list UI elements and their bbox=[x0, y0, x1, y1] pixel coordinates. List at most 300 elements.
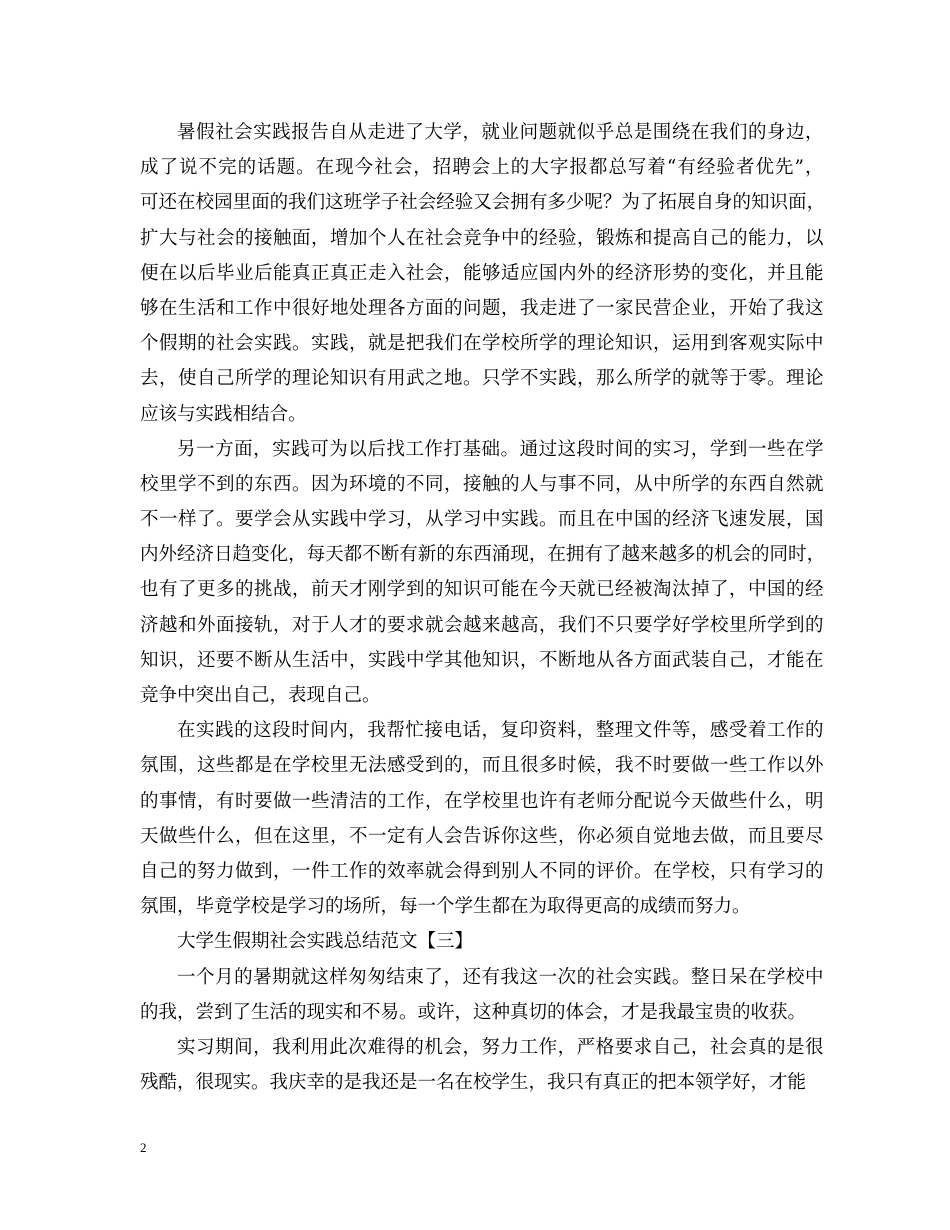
line-char: 后 bbox=[367, 438, 386, 460]
line-char: 识 bbox=[634, 333, 653, 355]
line-char: “ bbox=[666, 157, 677, 179]
line-char: 识 bbox=[159, 649, 178, 671]
line-char: 实 bbox=[311, 333, 330, 355]
line-char: 为 bbox=[330, 473, 349, 495]
line-char: 一 bbox=[596, 297, 615, 319]
line-char: 有 bbox=[368, 368, 387, 390]
line-char: ， bbox=[557, 1036, 577, 1058]
line-char: 假 bbox=[196, 122, 215, 143]
line-char: 面 bbox=[234, 438, 253, 460]
line-char: 对 bbox=[292, 614, 311, 636]
line-char: 所 bbox=[748, 614, 767, 636]
line-char: 越 bbox=[501, 614, 520, 636]
line-char: 践 bbox=[330, 333, 349, 355]
line-char: ， bbox=[462, 1036, 481, 1058]
line-char: 作 bbox=[349, 860, 368, 882]
line-char: 感 bbox=[709, 720, 729, 742]
line-char: 都 bbox=[588, 157, 608, 179]
line-char: 能 bbox=[463, 262, 482, 284]
line-char: 里 bbox=[232, 192, 252, 214]
line-char: 营 bbox=[653, 297, 672, 319]
line-char: 社 bbox=[406, 262, 425, 284]
line-char: 来 bbox=[639, 544, 659, 566]
line-char: 走 bbox=[367, 122, 386, 143]
line-char: 境 bbox=[368, 473, 387, 495]
line-char: 么 bbox=[615, 368, 634, 390]
line-char: ， bbox=[444, 262, 463, 284]
line-char: 料 bbox=[557, 720, 577, 742]
line-char: 在 bbox=[786, 438, 805, 460]
line-char: 总 bbox=[608, 157, 627, 179]
line-char: ， bbox=[786, 227, 805, 249]
line-char: 还 bbox=[462, 966, 481, 988]
line-char: 的 bbox=[751, 544, 770, 566]
line-char: ， bbox=[311, 227, 330, 249]
line-char: 有 bbox=[584, 544, 603, 566]
line-char: ， bbox=[197, 790, 216, 812]
line-char: 事 bbox=[159, 790, 178, 812]
line-char: ” bbox=[794, 157, 804, 179]
text-line bbox=[140, 291, 824, 326]
line-char: 的 bbox=[710, 473, 729, 495]
line-char: 各 bbox=[387, 297, 406, 319]
line-char: 地 bbox=[330, 297, 349, 319]
line-char: 题 bbox=[482, 297, 501, 319]
line-char: 有 bbox=[216, 790, 235, 812]
line-char: 都 bbox=[235, 755, 254, 777]
line-char: 的 bbox=[234, 720, 253, 742]
line-char: 践 bbox=[652, 966, 672, 988]
line-char: 印 bbox=[519, 720, 539, 742]
line-char: 一 bbox=[292, 790, 311, 812]
line-char: 要 bbox=[614, 1036, 634, 1058]
line-char: 受 bbox=[406, 755, 425, 777]
line-char: 和 bbox=[178, 614, 197, 636]
line-char: 学 bbox=[539, 333, 558, 355]
line-char: ， bbox=[349, 649, 368, 671]
line-char: 地 bbox=[577, 649, 596, 671]
line-char: 装 bbox=[691, 649, 710, 671]
line-char: 同 bbox=[425, 473, 444, 495]
line-char: 不 bbox=[539, 649, 558, 671]
line-char: 围 bbox=[652, 122, 672, 143]
line-char: 的 bbox=[653, 509, 672, 531]
line-char: 学 bbox=[292, 755, 311, 777]
line-char: 校 bbox=[311, 755, 330, 777]
line-char: 严 bbox=[576, 1036, 596, 1058]
line-char: 难 bbox=[367, 1036, 386, 1058]
line-char: 会 bbox=[614, 966, 634, 988]
line-char: ， bbox=[729, 579, 748, 601]
line-char: 你 bbox=[577, 825, 596, 847]
line-char: ， bbox=[539, 614, 558, 636]
line-char: 受 bbox=[728, 720, 748, 742]
line-char: ， bbox=[178, 755, 197, 777]
line-char: 东 bbox=[729, 473, 748, 495]
line-char: 样 bbox=[329, 966, 348, 988]
line-char: 断 bbox=[558, 649, 577, 671]
line-char: 些 bbox=[216, 755, 235, 777]
line-char: 话 bbox=[462, 720, 481, 742]
line-char: 学 bbox=[709, 438, 729, 460]
line-char: 招 bbox=[432, 157, 452, 179]
line-char: 但 bbox=[254, 825, 273, 847]
line-char: 理 bbox=[292, 368, 311, 390]
line-char: 外 bbox=[158, 544, 178, 566]
line-char: 汰 bbox=[672, 579, 691, 601]
line-char: 的 bbox=[368, 860, 387, 882]
line-char: 期 bbox=[178, 333, 197, 355]
line-char: 。 bbox=[767, 368, 786, 390]
line-char: 的 bbox=[747, 122, 767, 143]
line-char: 社 bbox=[216, 333, 235, 355]
line-char: ， bbox=[443, 966, 462, 988]
line-char: 正 bbox=[349, 262, 368, 284]
line-char: 的 bbox=[273, 368, 292, 390]
line-char: 经 bbox=[177, 544, 196, 566]
line-char: 就 bbox=[577, 579, 596, 601]
line-char: 候 bbox=[577, 755, 596, 777]
line-char: 不 bbox=[539, 860, 558, 882]
line-char: 实 bbox=[652, 438, 672, 460]
text-line bbox=[140, 221, 824, 256]
line-char: 的 bbox=[235, 227, 254, 249]
line-char: 。 bbox=[296, 157, 315, 179]
line-char: 验 bbox=[716, 157, 735, 179]
page-number: 2 bbox=[140, 1140, 147, 1155]
line-char: 时 bbox=[558, 755, 577, 777]
line-char: 所 bbox=[520, 333, 539, 355]
line-char: 才 bbox=[349, 614, 368, 636]
line-char: 此 bbox=[329, 1036, 348, 1058]
line-text: 残酷，很现实。我庆幸的是我还是一名在校学生，我只有真正的把本领学好，才能 bbox=[140, 1072, 807, 1094]
line-char: 以 bbox=[178, 262, 197, 284]
line-char: 验 bbox=[558, 227, 577, 249]
line-char: 外 bbox=[805, 755, 824, 777]
line-char: 的 bbox=[368, 614, 387, 636]
line-char: 分 bbox=[615, 790, 634, 812]
line-char: 与 bbox=[178, 227, 197, 249]
line-char: 在 bbox=[596, 509, 615, 531]
line-char: 的 bbox=[633, 438, 653, 460]
line-char: 速 bbox=[729, 509, 748, 531]
line-char: 面 bbox=[292, 227, 311, 249]
line-char: 到 bbox=[425, 755, 444, 777]
line-char: 自 bbox=[695, 192, 714, 214]
line-char: 也 bbox=[520, 790, 539, 812]
text-line bbox=[140, 784, 824, 819]
line-char: 所 bbox=[634, 368, 653, 390]
line-char: ， bbox=[690, 1036, 710, 1058]
line-char: 内 bbox=[140, 544, 159, 566]
line-char: 老 bbox=[577, 790, 596, 812]
line-char: 了 bbox=[405, 122, 424, 143]
line-char: 便 bbox=[140, 262, 159, 284]
line-char: 了 bbox=[577, 297, 596, 319]
line-char: 践 bbox=[558, 368, 577, 390]
line-char: 后 bbox=[254, 262, 273, 284]
line-char: 越 bbox=[159, 614, 178, 636]
line-char: 还 bbox=[158, 192, 178, 214]
line-char: 实 bbox=[177, 1036, 196, 1058]
line-char: ， bbox=[805, 122, 824, 143]
line-char: 济 bbox=[140, 614, 159, 636]
line-char: 说 bbox=[179, 157, 198, 179]
line-char: 就 bbox=[368, 333, 387, 355]
line-char: 告 bbox=[310, 122, 329, 143]
line-char: 社 bbox=[595, 966, 615, 988]
line-char: 外 bbox=[197, 614, 216, 636]
line-char: 作 bbox=[538, 1036, 558, 1058]
line-char: ， bbox=[349, 333, 368, 355]
line-char: 习 bbox=[387, 509, 406, 531]
line-char: ， bbox=[159, 368, 178, 390]
line-char: 人 bbox=[330, 614, 349, 636]
line-char: 在 bbox=[547, 544, 566, 566]
line-char: 实 bbox=[253, 122, 272, 143]
line-char: 适 bbox=[501, 262, 520, 284]
line-char: 践 bbox=[273, 333, 292, 355]
line-char: 不 bbox=[596, 614, 615, 636]
line-char: 。 bbox=[634, 860, 653, 882]
line-char: 理 bbox=[614, 720, 634, 742]
line-char: 内 bbox=[558, 262, 577, 284]
line-char: 之 bbox=[425, 368, 444, 390]
line-char: 在 bbox=[463, 333, 482, 355]
line-char: 轨 bbox=[254, 614, 273, 636]
line-char: 学 bbox=[767, 860, 786, 882]
line-char: 些 bbox=[311, 790, 330, 812]
line-char: 了 bbox=[767, 297, 786, 319]
line-char: 日 bbox=[709, 966, 729, 988]
line-char: 话 bbox=[257, 157, 276, 179]
line-char: 社 bbox=[399, 192, 418, 214]
line-char: 活 bbox=[311, 649, 330, 671]
line-char: 今 bbox=[354, 157, 374, 179]
line-char: 个 bbox=[140, 333, 159, 355]
text-line bbox=[140, 150, 824, 185]
line-char: 的 bbox=[235, 579, 254, 601]
line-char: 些 bbox=[539, 825, 558, 847]
line-char: 础 bbox=[481, 438, 501, 460]
line-char: 努 bbox=[481, 1036, 501, 1058]
line-char: 自 bbox=[329, 122, 348, 143]
line-char: 实 bbox=[767, 333, 786, 355]
line-char: 要 bbox=[235, 509, 254, 531]
line-char: 己 bbox=[671, 1036, 691, 1058]
line-char: 身 bbox=[713, 192, 733, 214]
line-char: 各 bbox=[615, 649, 634, 671]
line-char: 有 bbox=[159, 579, 178, 601]
line-char: ， bbox=[273, 860, 292, 882]
line-char: 这 bbox=[519, 966, 539, 988]
line-char: 知 bbox=[482, 649, 501, 671]
line-char: 到 bbox=[710, 333, 729, 355]
line-char: 期 bbox=[215, 1036, 234, 1058]
line-char: 触 bbox=[482, 473, 501, 495]
line-char: 文 bbox=[633, 720, 653, 742]
line-char: 问 bbox=[519, 122, 539, 143]
line-char: 社 bbox=[709, 1036, 729, 1058]
line-char: 里 bbox=[159, 473, 178, 495]
line-char: 东 bbox=[254, 473, 273, 495]
line-char: 接 bbox=[424, 720, 443, 742]
line-char: 束 bbox=[405, 966, 424, 988]
line-char: 为 bbox=[329, 438, 348, 460]
line-char: 践 bbox=[520, 509, 539, 531]
line-char: 践 bbox=[330, 509, 349, 531]
line-char: 校 bbox=[710, 614, 729, 636]
line-char: 会 bbox=[444, 614, 463, 636]
line-char: 在 bbox=[159, 262, 178, 284]
line-char: 实 bbox=[539, 368, 558, 390]
line-char: 学 bbox=[362, 192, 381, 214]
line-char: ？ bbox=[602, 192, 622, 214]
line-char: 这 bbox=[325, 192, 344, 214]
line-char: 那 bbox=[596, 368, 615, 390]
line-char: 经 bbox=[436, 192, 455, 214]
line-char: ， bbox=[481, 720, 501, 742]
line-char: 经 bbox=[672, 509, 691, 531]
line-text: 应该与实践相结合。 bbox=[140, 403, 307, 425]
line-char: 识 bbox=[769, 192, 789, 214]
line-char: ， bbox=[330, 825, 349, 847]
line-char: ， bbox=[748, 262, 767, 284]
line-char: 找 bbox=[386, 438, 405, 460]
line-char: 中 bbox=[349, 509, 368, 531]
line-char: 校 bbox=[140, 473, 159, 495]
line-char: 使 bbox=[178, 368, 197, 390]
line-char: 着 bbox=[647, 157, 666, 179]
line-char: 说 bbox=[653, 790, 672, 812]
line-char: 的 bbox=[576, 966, 596, 988]
line-char: 前 bbox=[311, 579, 330, 601]
text-line bbox=[140, 643, 824, 678]
line-char: 。 bbox=[463, 368, 482, 390]
line-char: 国 bbox=[539, 262, 558, 284]
line-char: 要 bbox=[786, 825, 805, 847]
line-char: 接 bbox=[254, 227, 273, 249]
line-char: 形 bbox=[653, 262, 672, 284]
line-char: 经 bbox=[539, 227, 558, 249]
line-char: 呆 bbox=[728, 966, 748, 988]
text-line bbox=[140, 1030, 824, 1065]
line-char: 匆 bbox=[367, 966, 386, 988]
line-char: 中 bbox=[330, 649, 349, 671]
line-char: 从 bbox=[596, 649, 615, 671]
line-char: 会 bbox=[235, 333, 254, 355]
line-char: 的 bbox=[444, 297, 463, 319]
line-char: 人 bbox=[425, 825, 444, 847]
text-line bbox=[140, 678, 824, 713]
line-char: 做 bbox=[273, 790, 292, 812]
line-char: ， bbox=[729, 825, 748, 847]
line-char: 就 bbox=[425, 614, 444, 636]
line-char: 有 bbox=[481, 966, 501, 988]
line-char: 所 bbox=[235, 368, 254, 390]
line-char: 我 bbox=[558, 614, 577, 636]
line-char: 就 bbox=[481, 122, 501, 143]
line-char: 一 bbox=[292, 860, 311, 882]
line-char: 一 bbox=[159, 509, 178, 531]
text-line bbox=[140, 432, 824, 467]
line-char: 师 bbox=[596, 790, 615, 812]
line-char: 中 bbox=[273, 297, 292, 319]
line-char: 化 bbox=[729, 262, 748, 284]
line-char: ， bbox=[653, 333, 672, 355]
line-char: 又 bbox=[473, 192, 492, 214]
line-char: 做 bbox=[710, 790, 729, 812]
line-char: 么 bbox=[216, 825, 235, 847]
line-char: 能 bbox=[273, 262, 292, 284]
line-char: 实 bbox=[501, 509, 520, 531]
line-char: 从 bbox=[634, 473, 653, 495]
line-char: 会 bbox=[234, 122, 253, 143]
line-char: 越 bbox=[463, 614, 482, 636]
line-char: 有 bbox=[558, 790, 577, 812]
line-char: 校 bbox=[691, 860, 710, 882]
line-char: 到 bbox=[254, 860, 273, 882]
line-char: 整 bbox=[595, 720, 615, 742]
line-char: 有 bbox=[528, 192, 548, 214]
line-char: 中 bbox=[406, 649, 425, 671]
line-char: 清 bbox=[330, 790, 349, 812]
line-char: 发 bbox=[748, 509, 767, 531]
line-char: 学 bbox=[387, 579, 406, 601]
line-char: 拓 bbox=[658, 192, 677, 214]
line-char: 须 bbox=[615, 825, 634, 847]
line-char: 等 bbox=[671, 720, 691, 742]
line-char: 得 bbox=[386, 1036, 405, 1058]
line-char: 成 bbox=[140, 157, 159, 179]
line-char: 才 bbox=[767, 649, 786, 671]
line-char: 掉 bbox=[691, 579, 710, 601]
line-char: 己 bbox=[729, 649, 748, 671]
line-char: 天 bbox=[325, 544, 344, 566]
line-char: 间 bbox=[310, 720, 329, 742]
line-char: 学 bbox=[653, 368, 672, 390]
line-char: 的 bbox=[805, 614, 824, 636]
line-char: 的 bbox=[732, 192, 752, 214]
line-char: 识 bbox=[463, 579, 482, 601]
line-char: 利 bbox=[291, 1036, 310, 1058]
line-char: ， bbox=[786, 790, 805, 812]
line-char: 习 bbox=[196, 1036, 215, 1058]
line-char: 配 bbox=[634, 790, 653, 812]
line-char: 为 bbox=[621, 192, 640, 214]
line-char: 方 bbox=[406, 297, 425, 319]
line-char: 字 bbox=[549, 157, 569, 179]
line-char: 践 bbox=[272, 122, 291, 143]
line-char: 次 bbox=[557, 966, 577, 988]
line-char: 似 bbox=[576, 122, 596, 143]
line-char: 真 bbox=[292, 262, 311, 284]
line-char: 帮 bbox=[386, 720, 405, 742]
line-char: 识 bbox=[349, 368, 368, 390]
line-char: 要 bbox=[672, 755, 691, 777]
line-char: 才 bbox=[349, 579, 368, 601]
line-char: 。 bbox=[671, 966, 691, 988]
line-char: 忙 bbox=[405, 720, 424, 742]
line-char: 实 bbox=[368, 649, 387, 671]
line-char: 运 bbox=[672, 333, 691, 355]
line-char: 面 bbox=[216, 614, 235, 636]
line-char: 会 bbox=[491, 192, 511, 214]
line-char: 。 bbox=[216, 509, 235, 531]
line-char: 能 bbox=[501, 579, 520, 601]
line-char: 正 bbox=[311, 262, 330, 284]
line-char: 多 bbox=[547, 192, 566, 214]
